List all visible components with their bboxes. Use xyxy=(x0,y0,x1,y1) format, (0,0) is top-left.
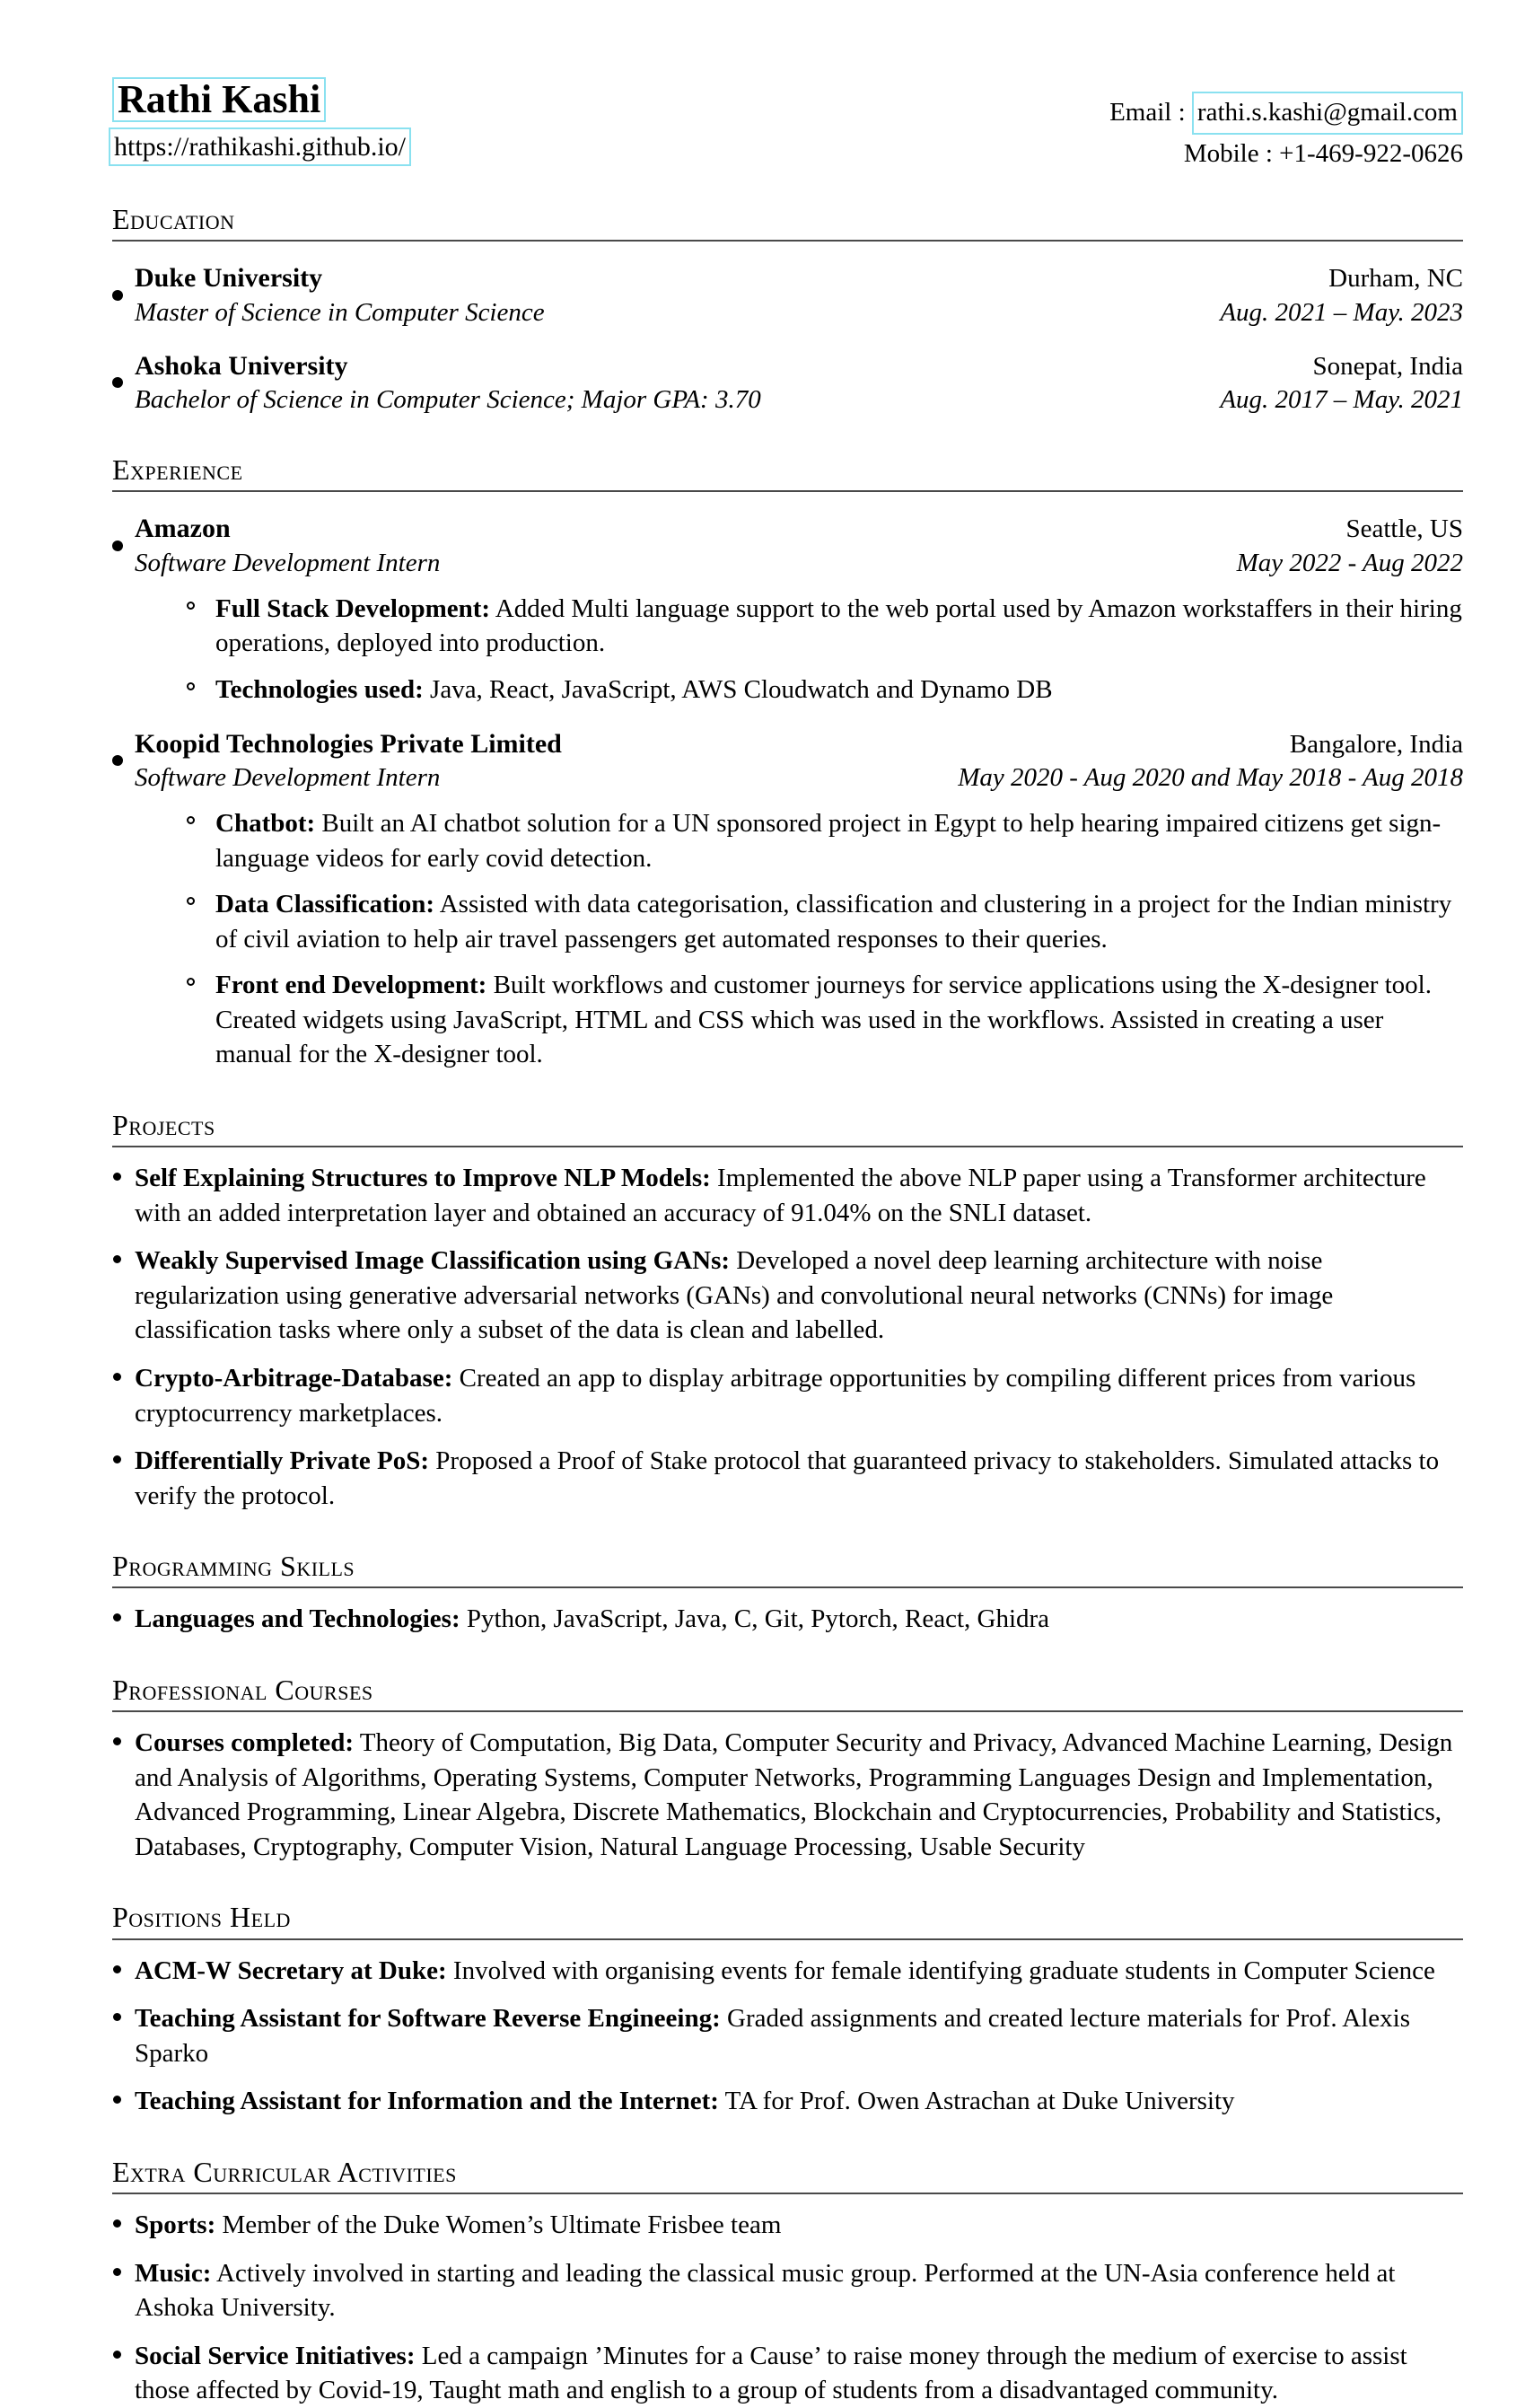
section-education xyxy=(112,204,1463,417)
section-title-courses: Professional Courses xyxy=(112,1674,1463,1712)
bullet-label: Data Classification: xyxy=(215,890,435,919)
education-entry xyxy=(112,349,1463,417)
skills-list: Python, JavaScript, Java, C, Git, Pytorch, React, Ghidra xyxy=(466,1604,1050,1634)
degree: Bachelor of Science in Computer Science; Major GPA: 3.70 xyxy=(135,385,761,415)
mobile-number: +1-469-922-0626 xyxy=(1279,138,1463,168)
section-professional-courses xyxy=(112,1674,1463,1864)
header xyxy=(112,77,1463,173)
dates: Aug. 2021 – May. 2023 xyxy=(1220,297,1463,327)
dates: Aug. 2017 – May. 2021 xyxy=(1220,385,1463,415)
dates: May 2020 - Aug 2020 and May 2018 - Aug 2018 xyxy=(958,762,1463,792)
section-projects xyxy=(112,1110,1463,1513)
activity-label: Music: xyxy=(135,2258,212,2288)
activity-item xyxy=(112,2208,1463,2243)
dates: May 2022 - Aug 2022 xyxy=(1236,548,1463,577)
circle-bullet-icon xyxy=(187,682,195,690)
bullet-icon xyxy=(113,2096,121,2104)
skills-label: Languages and Technologies: xyxy=(135,1604,460,1634)
section-positions-held xyxy=(112,1902,1463,2118)
section-programming-skills xyxy=(112,1551,1463,1637)
website-link[interactable]: https://rathikashi.github.io/ xyxy=(109,127,411,166)
project-item xyxy=(112,1244,1463,1348)
experience-bullet xyxy=(135,592,1463,661)
position-text: TA for Prof. Owen Astrachan at Duke University xyxy=(724,2087,1235,2116)
bullet-icon xyxy=(113,2219,121,2228)
bullet-icon xyxy=(113,1737,121,1745)
activity-item xyxy=(112,2339,1463,2408)
company-location: Seattle, US xyxy=(1345,514,1463,544)
job-title: Software Development Intern xyxy=(135,548,441,577)
bullet-text: Built workflows and customer journeys for service applications using the X-designer tool. Created widgets using JavaScript, HTML and CSS which was used in the workflows. Assisted in creating a user manual for the X-designer tool. xyxy=(215,971,1432,1069)
courses-item xyxy=(112,1726,1463,1864)
email-line xyxy=(1109,92,1463,135)
activity-text: Member of the Duke Women’s Ultimate Frisbee team xyxy=(222,2210,782,2240)
circle-bullet-icon xyxy=(187,602,195,610)
bullet-icon xyxy=(113,1965,121,1973)
bullet-icon xyxy=(112,290,123,301)
activity-label: Social Service Initiatives: xyxy=(135,2341,416,2370)
bullet-icon xyxy=(113,2351,121,2359)
experience-bullet xyxy=(135,887,1463,956)
position-item xyxy=(112,2084,1463,2119)
position-item xyxy=(112,1954,1463,1989)
activity-text: Led a campaign ’Minutes for a Cause’ to raise money through the medium of exercise to assist those affected by Covid-19, Taught math and english to a group of students from a disadvantaged community. xyxy=(135,2341,1407,2405)
project-description: Proposed a Proof of Stake protocol that guaranteed privacy to stakeholders. Simulated attacks to verify the protocol. xyxy=(135,1446,1440,1510)
position-label: Teaching Assistant for Information and the Internet: xyxy=(135,2087,719,2116)
bullet-text: Added Multi language support to the web portal used by Amazon workstaffers in their hiring operations, deployed into production. xyxy=(215,593,1462,658)
bullet-icon xyxy=(113,1173,121,1181)
bullet-label: Front end Development: xyxy=(215,971,487,1000)
circle-bullet-icon xyxy=(187,978,195,986)
bullet-label: Full Stack Development: xyxy=(215,593,491,623)
project-item xyxy=(112,1361,1463,1430)
email-link[interactable]: rathi.s.kashi@gmail.com xyxy=(1192,92,1463,135)
bullet-icon xyxy=(113,1373,121,1381)
project-name: Weakly Supervised Image Classification using GANs: xyxy=(135,1246,731,1276)
section-title-projects: Projects xyxy=(112,1110,1463,1147)
bullet-text: Built an AI chatbot solution for a UN sponsored project in Egypt to help hearing impaired citizens get sign-language videos for early covid detection. xyxy=(215,809,1442,873)
activity-label: Sports: xyxy=(135,2210,216,2240)
project-item xyxy=(112,1444,1463,1513)
bullet-icon xyxy=(113,2268,121,2276)
institution-name: Duke University xyxy=(135,263,323,294)
project-item xyxy=(112,1161,1463,1230)
position-text: Involved with organising events for female identifying graduate students in Computer Science xyxy=(452,1955,1435,1985)
project-name: Self Explaining Structures to Improve NLP Models: xyxy=(135,1164,711,1193)
circle-bullet-icon xyxy=(187,816,195,824)
position-label: Teaching Assistant for Software Reverse Engineeing: xyxy=(135,2004,721,2034)
experience-entry xyxy=(112,727,1463,1072)
bullet-icon xyxy=(113,1255,121,1263)
project-description: Developed a novel deep learning architecture with noise regularization using generative adversarial networks (GANs) and convolutional neural networks (CNNs) for image classification tasks where only a subset of the data is clean and labelled. xyxy=(135,1246,1334,1345)
degree: Master of Science in Computer Science xyxy=(135,297,545,327)
experience-bullet xyxy=(135,806,1463,875)
bullet-label: Technologies used: xyxy=(215,675,424,704)
bullet-icon xyxy=(112,540,123,551)
courses-list: Theory of Computation, Big Data, Computer Security and Privacy, Advanced Machine Learning, Design and Analysis of Algorithms, Operating Systems, Computer Networks, Programming Languages Design and Implementation, Advanced Programming, Linear Algebra, Discrete Mathematics, Blockchain and Cryptocurrencies, Probability and Statistics, Databases, Cryptography, Computer Vision, Natural Language Processing, Usable Security xyxy=(135,1728,1453,1861)
position-text: Graded assignments and created lecture materials for Prof. Alexis Sparko xyxy=(135,2004,1410,2068)
header-contact xyxy=(1109,77,1463,173)
section-title-positions: Positions Held xyxy=(112,1902,1463,1939)
bullet-icon xyxy=(113,1613,121,1621)
project-name: Differentially Private PoS: xyxy=(135,1446,430,1476)
email-label: Email : xyxy=(1109,98,1186,127)
bullet-icon xyxy=(112,377,123,388)
institution-location: Sonepat, India xyxy=(1312,351,1463,381)
skills-item xyxy=(112,1602,1463,1637)
company-name: Koopid Technologies Private Limited xyxy=(135,728,562,759)
job-title: Software Development Intern xyxy=(135,762,441,792)
company-name: Amazon xyxy=(135,514,231,544)
education-entry xyxy=(112,261,1463,330)
circle-bullet-icon xyxy=(187,897,195,905)
project-description: Created an app to display arbitrage opportunities by compiling different prices from various cryptocurrency marketplaces. xyxy=(135,1364,1416,1428)
experience-bullet xyxy=(135,672,1463,707)
section-title-experience: Experience xyxy=(112,454,1463,492)
activity-item xyxy=(112,2256,1463,2325)
section-experience xyxy=(112,454,1463,1072)
section-title-skills: Programming Skills xyxy=(112,1551,1463,1588)
section-title-education: Education xyxy=(112,204,1463,242)
bullet-text: Java, React, JavaScript, AWS Cloudwatch and Dynamo DB xyxy=(430,675,1053,704)
project-description: Implemented the above NLP paper using a Transformer architecture with an added interpretation layer and obtained an accuracy of 91.04% on the SNLI dataset. xyxy=(135,1164,1426,1227)
position-item xyxy=(112,2001,1463,2070)
bullet-text: Assisted with data categorisation, classification and clustering in a project for the Indian ministry of civil aviation to help air travel passengers get automated responses to their queries. xyxy=(215,890,1452,954)
bullet-icon xyxy=(113,2013,121,2021)
experience-entry xyxy=(112,512,1463,707)
experience-bullet xyxy=(135,968,1463,1072)
bullet-icon xyxy=(112,755,123,766)
mobile-label: Mobile : xyxy=(1183,138,1273,168)
header-left xyxy=(112,77,411,166)
institution-name: Ashoka University xyxy=(135,350,348,381)
mobile-line xyxy=(1109,135,1463,174)
person-name-link[interactable]: Rathi Kashi xyxy=(112,77,326,122)
institution-location: Durham, NC xyxy=(1328,264,1463,294)
company-location: Bangalore, India xyxy=(1289,729,1463,759)
activity-text: Actively involved in starting and leading the classical music group. Performed at the UN-Asia conference held at Ashoka University. xyxy=(135,2258,1396,2323)
courses-label: Courses completed: xyxy=(135,1728,355,1758)
project-name: Crypto-Arbitrage-Database: xyxy=(135,1364,453,1393)
bullet-icon xyxy=(113,1455,121,1463)
position-label: ACM-W Secretary at Duke: xyxy=(135,1955,447,1985)
section-extra-curricular xyxy=(112,2157,1463,2408)
bullet-label: Chatbot: xyxy=(215,809,316,839)
section-title-extracurricular: Extra Curricular Activities xyxy=(112,2157,1463,2194)
